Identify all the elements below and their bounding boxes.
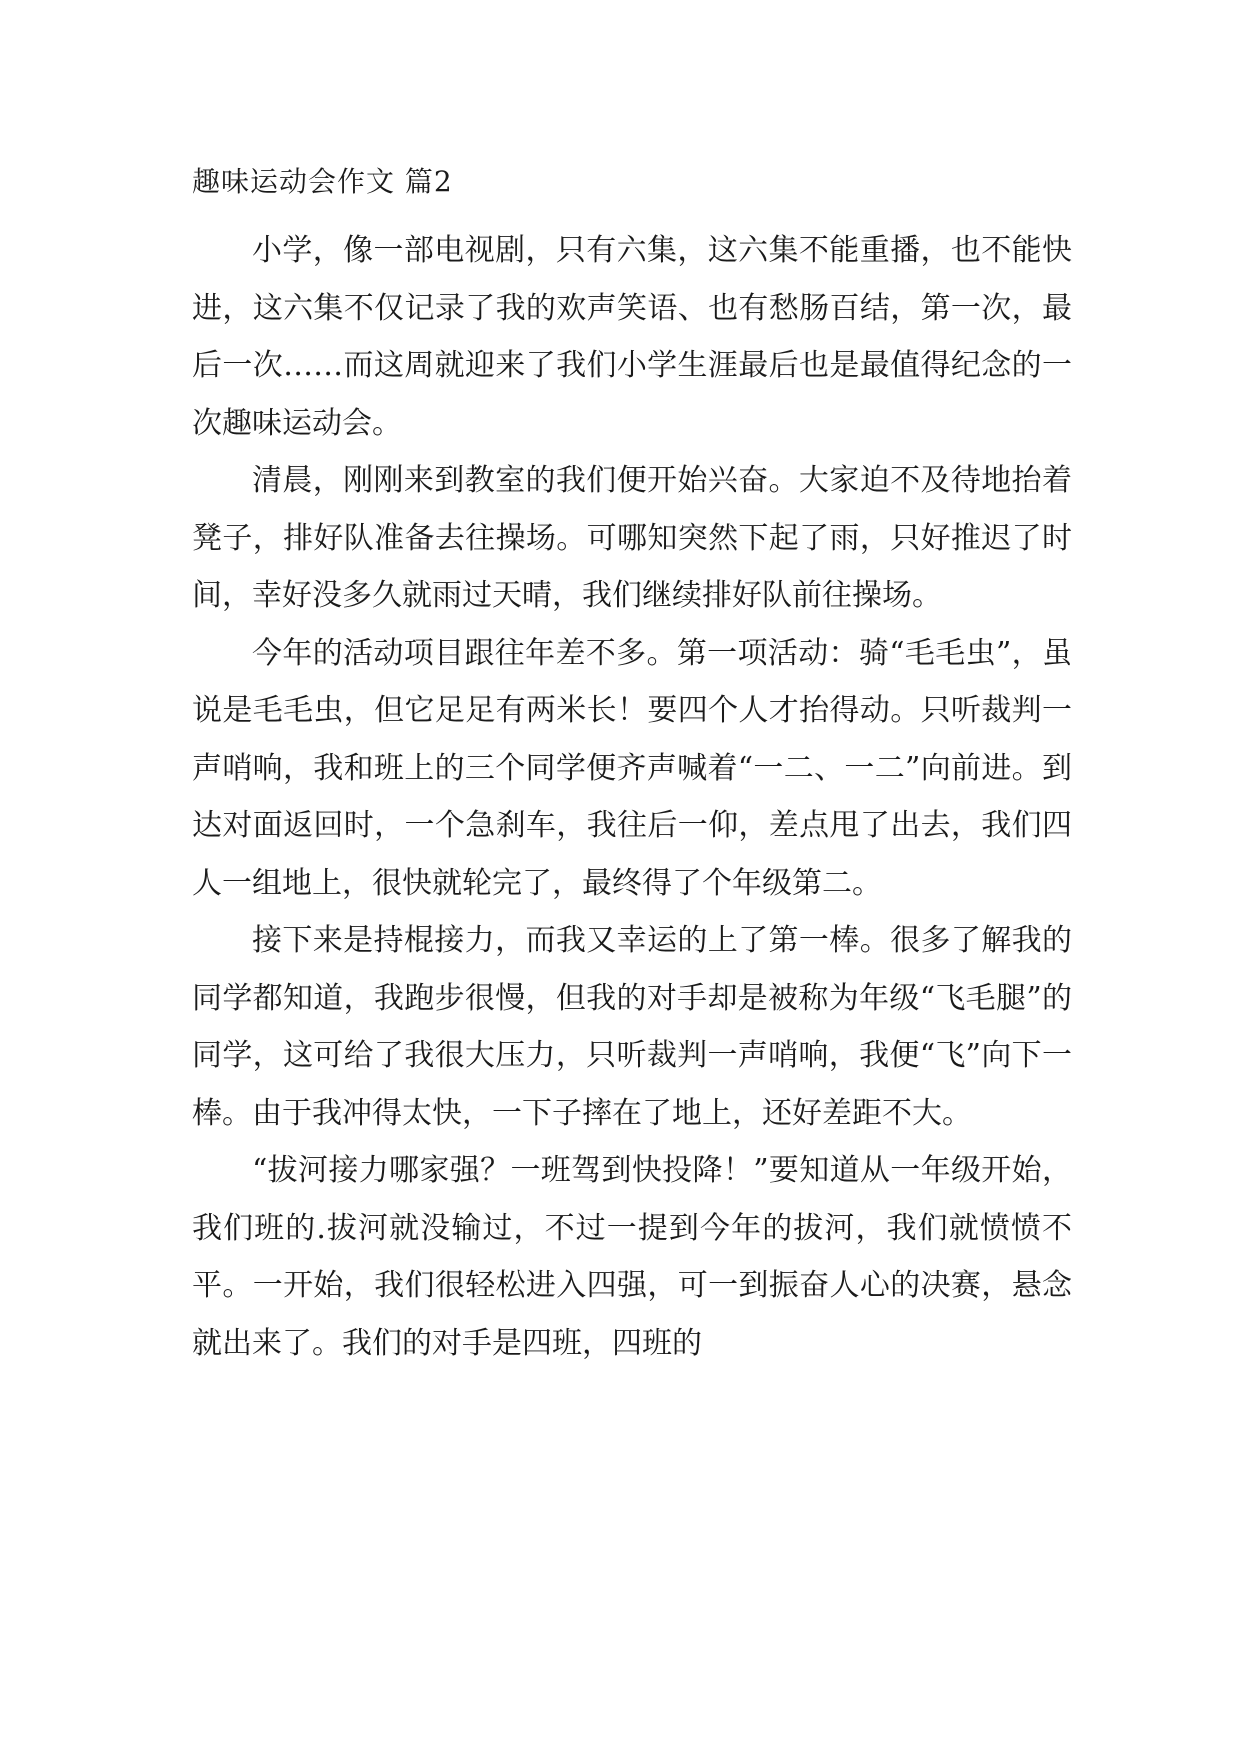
paragraph-5: “拔河接力哪家强？一班驾到快投降！”要知道从一年级开始，我们班的.拔河就没输过，不过一提到今年的拔河，我们就愤愤不平。一开始，我们很轻松进入四强，可一到振奋人心的决赛，悬念就出来了。我们的对手是四班，四班的 <box>192 1153 1072 1361</box>
paragraph-1: 小学，像一部电视剧，只有六集，这六集不能重播，也不能快进，这六集不仅记录了我的欢声笑语、也有愁肠百结，第一次，最后一次……而这周就迎来了我们小学生涯最后也是最值得纪念的一次趣味运动会。 <box>192 233 1072 441</box>
paragraph-4: 接下来是持棍接力，而我又幸运的上了第一棒。很多了解我的同学都知道，我跑步很慢，但我的对手却是被称为年级“飞毛腿”的同学，这可给了我很大压力，只听裁判一声哨响，我便“飞”向下一棒。由于我冲得太快，一下子摔在了地上，还好差距不大。 <box>192 923 1072 1131</box>
document-title: 趣味运动会作文 篇2 <box>192 165 453 198</box>
paragraph-2: 清晨，刚刚来到教室的我们便开始兴奋。大家迫不及待地抬着凳子，排好队准备去往操场。可哪知突然下起了雨，只好推迟了时间，幸好没多久就雨过天晴，我们继续排好队前往操场。 <box>192 463 1072 613</box>
document-body <box>192 222 1072 1372</box>
paragraph-3: 今年的活动项目跟往年差不多。第一项活动：骑“毛毛虫”，虽说是毛毛虫，但它足足有两米长！要四个人才抬得动。只听裁判一声哨响，我和班上的三个同学便齐声喊着“一二、一二”向前进。到达对面返回时，一个急刹车，我往后一仰，差点甩了出去，我们四人一组地上，很快就轮完了，最终得了个年级第二。 <box>192 635 1072 901</box>
